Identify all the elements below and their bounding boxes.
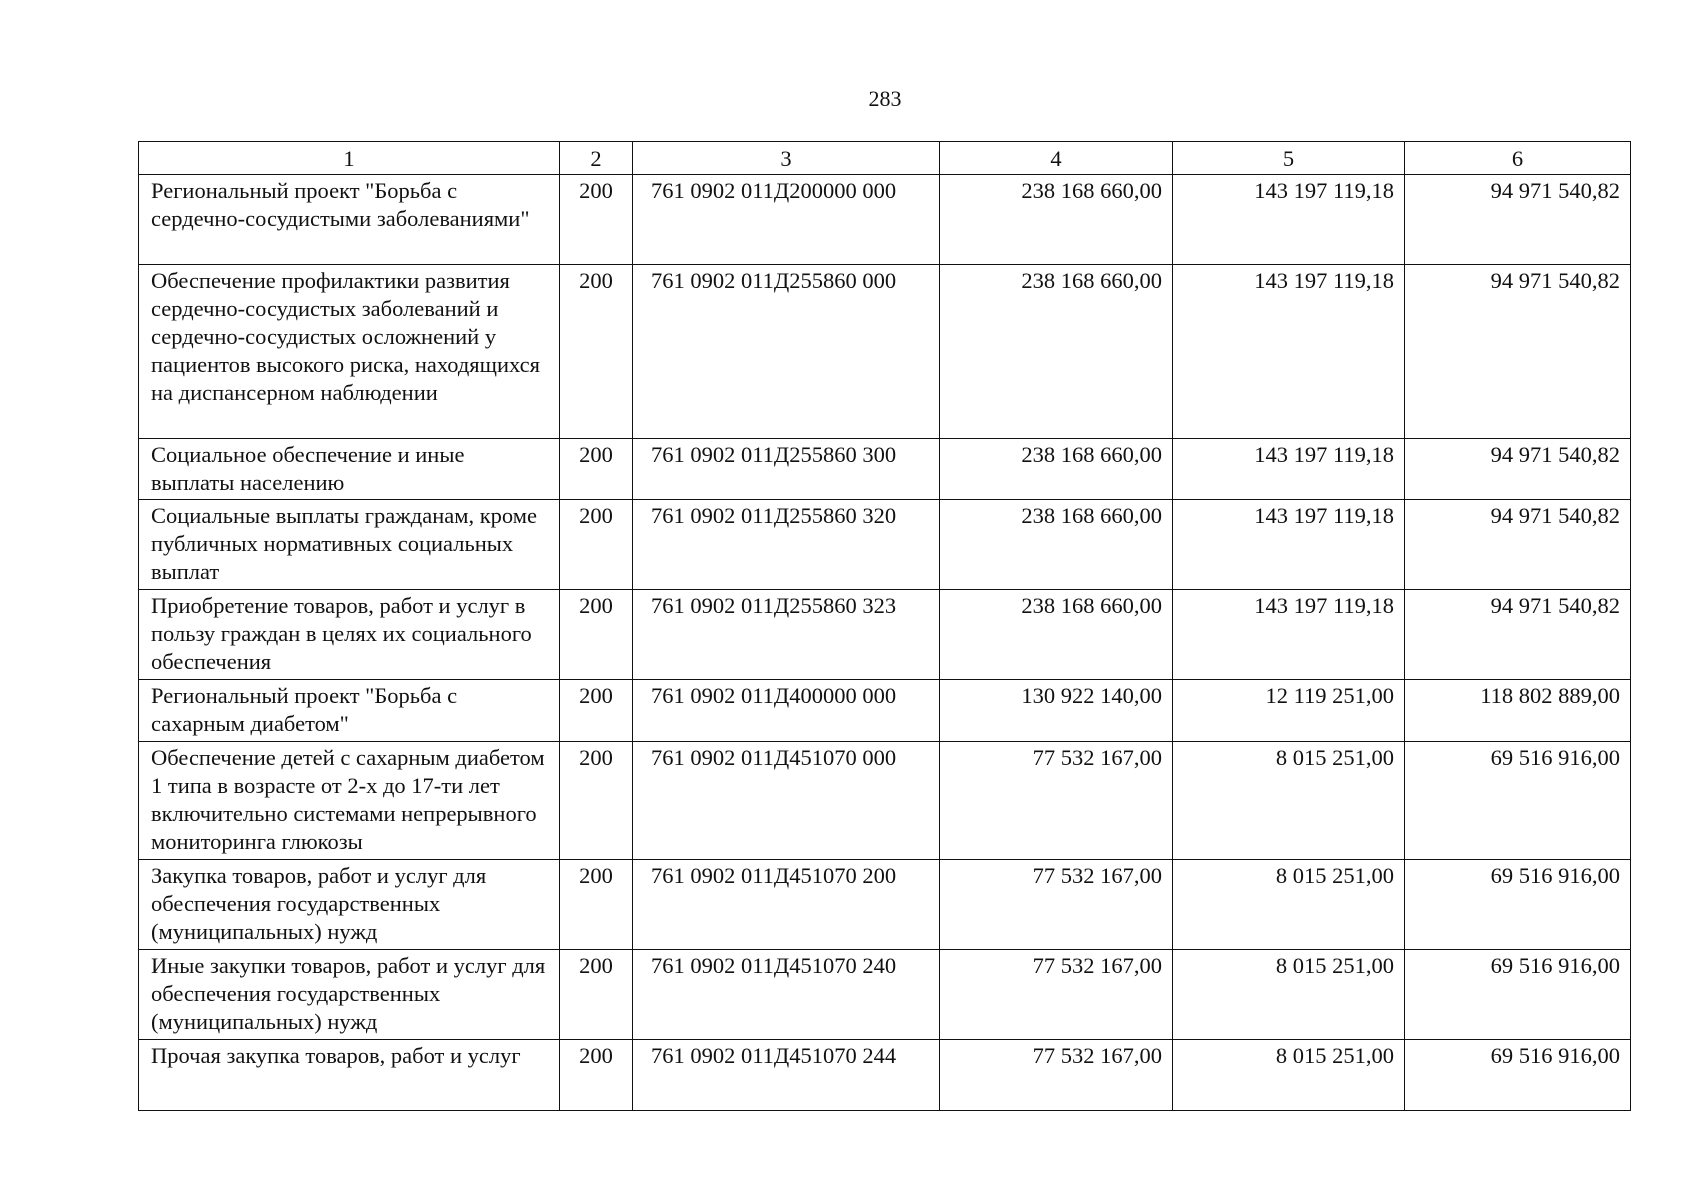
row-kbk: 761 0902 011Д255860 320 (633, 500, 940, 590)
row-col4: 238 168 660,00 (940, 500, 1173, 590)
header-col-1: 1 (139, 142, 560, 175)
row-col5: 8 015 251,00 (1173, 1040, 1405, 1111)
row-name: Региональный проект "Борьба с сахарным диабетом" (139, 680, 560, 742)
row-kbk: 761 0902 011Д451070 244 (633, 1040, 940, 1111)
row-kbk: 761 0902 011Д400000 000 (633, 680, 940, 742)
row-col6: 69 516 916,00 (1405, 860, 1631, 950)
row-col6: 69 516 916,00 (1405, 742, 1631, 860)
row-col6: 94 971 540,82 (1405, 590, 1631, 680)
row-col6: 94 971 540,82 (1405, 175, 1631, 265)
row-name: Обеспечение профилактики развития сердечно-сосудистых заболеваний и сердечно-сосудистых осложнений у пациентов высокого риска, находящихся на диспансерном наблюдении (139, 265, 560, 439)
row-code: 200 (560, 1040, 633, 1111)
table-row (139, 439, 1631, 500)
row-code: 200 (560, 500, 633, 590)
row-name: Обеспечение детей с сахарным диабетом 1 типа в возрасте от 2-х до 17-ти лет включительно системами непрерывного мониторинга глюкозы (139, 742, 560, 860)
row-col5: 143 197 119,18 (1173, 500, 1405, 590)
row-kbk: 761 0902 011Д451070 240 (633, 950, 940, 1040)
row-col5: 8 015 251,00 (1173, 742, 1405, 860)
header-row (139, 142, 1631, 175)
row-code: 200 (560, 265, 633, 439)
row-kbk: 761 0902 011Д255860 000 (633, 265, 940, 439)
header-col-5: 5 (1173, 142, 1405, 175)
row-col5: 8 015 251,00 (1173, 950, 1405, 1040)
row-col6: 94 971 540,82 (1405, 439, 1631, 500)
row-code: 200 (560, 590, 633, 680)
row-col4: 238 168 660,00 (940, 590, 1173, 680)
row-col5: 143 197 119,18 (1173, 439, 1405, 500)
row-kbk: 761 0902 011Д451070 000 (633, 742, 940, 860)
row-col5: 12 119 251,00 (1173, 680, 1405, 742)
row-name: Приобретение товаров, работ и услуг в пользу граждан в целях их социального обеспечения (139, 590, 560, 680)
table-row (139, 265, 1631, 439)
row-code: 200 (560, 680, 633, 742)
row-name: Прочая закупка товаров, работ и услуг (139, 1040, 560, 1111)
row-col4: 77 532 167,00 (940, 1040, 1173, 1111)
row-code: 200 (560, 175, 633, 265)
table-body (139, 175, 1631, 1111)
row-kbk: 761 0902 011Д200000 000 (633, 175, 940, 265)
page-number: 283 (868, 86, 902, 111)
row-code: 200 (560, 439, 633, 500)
table-row (139, 1040, 1631, 1111)
row-col5: 143 197 119,18 (1173, 175, 1405, 265)
table-row (139, 860, 1631, 950)
table-row (139, 175, 1631, 265)
table-header (139, 142, 1631, 175)
row-kbk: 761 0902 011Д451070 200 (633, 860, 940, 950)
row-kbk: 761 0902 011Д255860 300 (633, 439, 940, 500)
table-row (139, 950, 1631, 1040)
row-kbk: 761 0902 011Д255860 323 (633, 590, 940, 680)
row-name: Региональный проект "Борьба с сердечно-сосудистыми заболеваниями" (139, 175, 560, 265)
row-col4: 238 168 660,00 (940, 439, 1173, 500)
table-row (139, 742, 1631, 860)
row-col6: 94 971 540,82 (1405, 265, 1631, 439)
row-name: Закупка товаров, работ и услуг для обеспечения государственных (муниципальных) нужд (139, 860, 560, 950)
row-col6: 118 802 889,00 (1405, 680, 1631, 742)
row-name: Иные закупки товаров, работ и услуг для обеспечения государственных (муниципальных) нужд (139, 950, 560, 1040)
row-col4: 77 532 167,00 (940, 950, 1173, 1040)
header-col-3: 3 (633, 142, 940, 175)
row-col5: 143 197 119,18 (1173, 265, 1405, 439)
row-col5: 143 197 119,18 (1173, 590, 1405, 680)
row-code: 200 (560, 950, 633, 1040)
row-col5: 8 015 251,00 (1173, 860, 1405, 950)
row-col6: 69 516 916,00 (1405, 1040, 1631, 1111)
row-col4: 77 532 167,00 (940, 860, 1173, 950)
row-col6: 69 516 916,00 (1405, 950, 1631, 1040)
table-row (139, 500, 1631, 590)
header-col-2: 2 (560, 142, 633, 175)
header-col-4: 4 (940, 142, 1173, 175)
row-col4: 238 168 660,00 (940, 175, 1173, 265)
table-row (139, 680, 1631, 742)
row-col4: 130 922 140,00 (940, 680, 1173, 742)
row-col6: 94 971 540,82 (1405, 500, 1631, 590)
table-row (139, 590, 1631, 680)
row-name: Социальные выплаты гражданам, кроме публичных нормативных социальных выплат (139, 500, 560, 590)
row-col4: 77 532 167,00 (940, 742, 1173, 860)
row-code: 200 (560, 742, 633, 860)
header-col-6: 6 (1405, 142, 1631, 175)
row-col4: 238 168 660,00 (940, 265, 1173, 439)
budget-table (138, 141, 1631, 1111)
row-name: Социальное обеспечение и иные выплаты населению (139, 439, 560, 500)
row-code: 200 (560, 860, 633, 950)
